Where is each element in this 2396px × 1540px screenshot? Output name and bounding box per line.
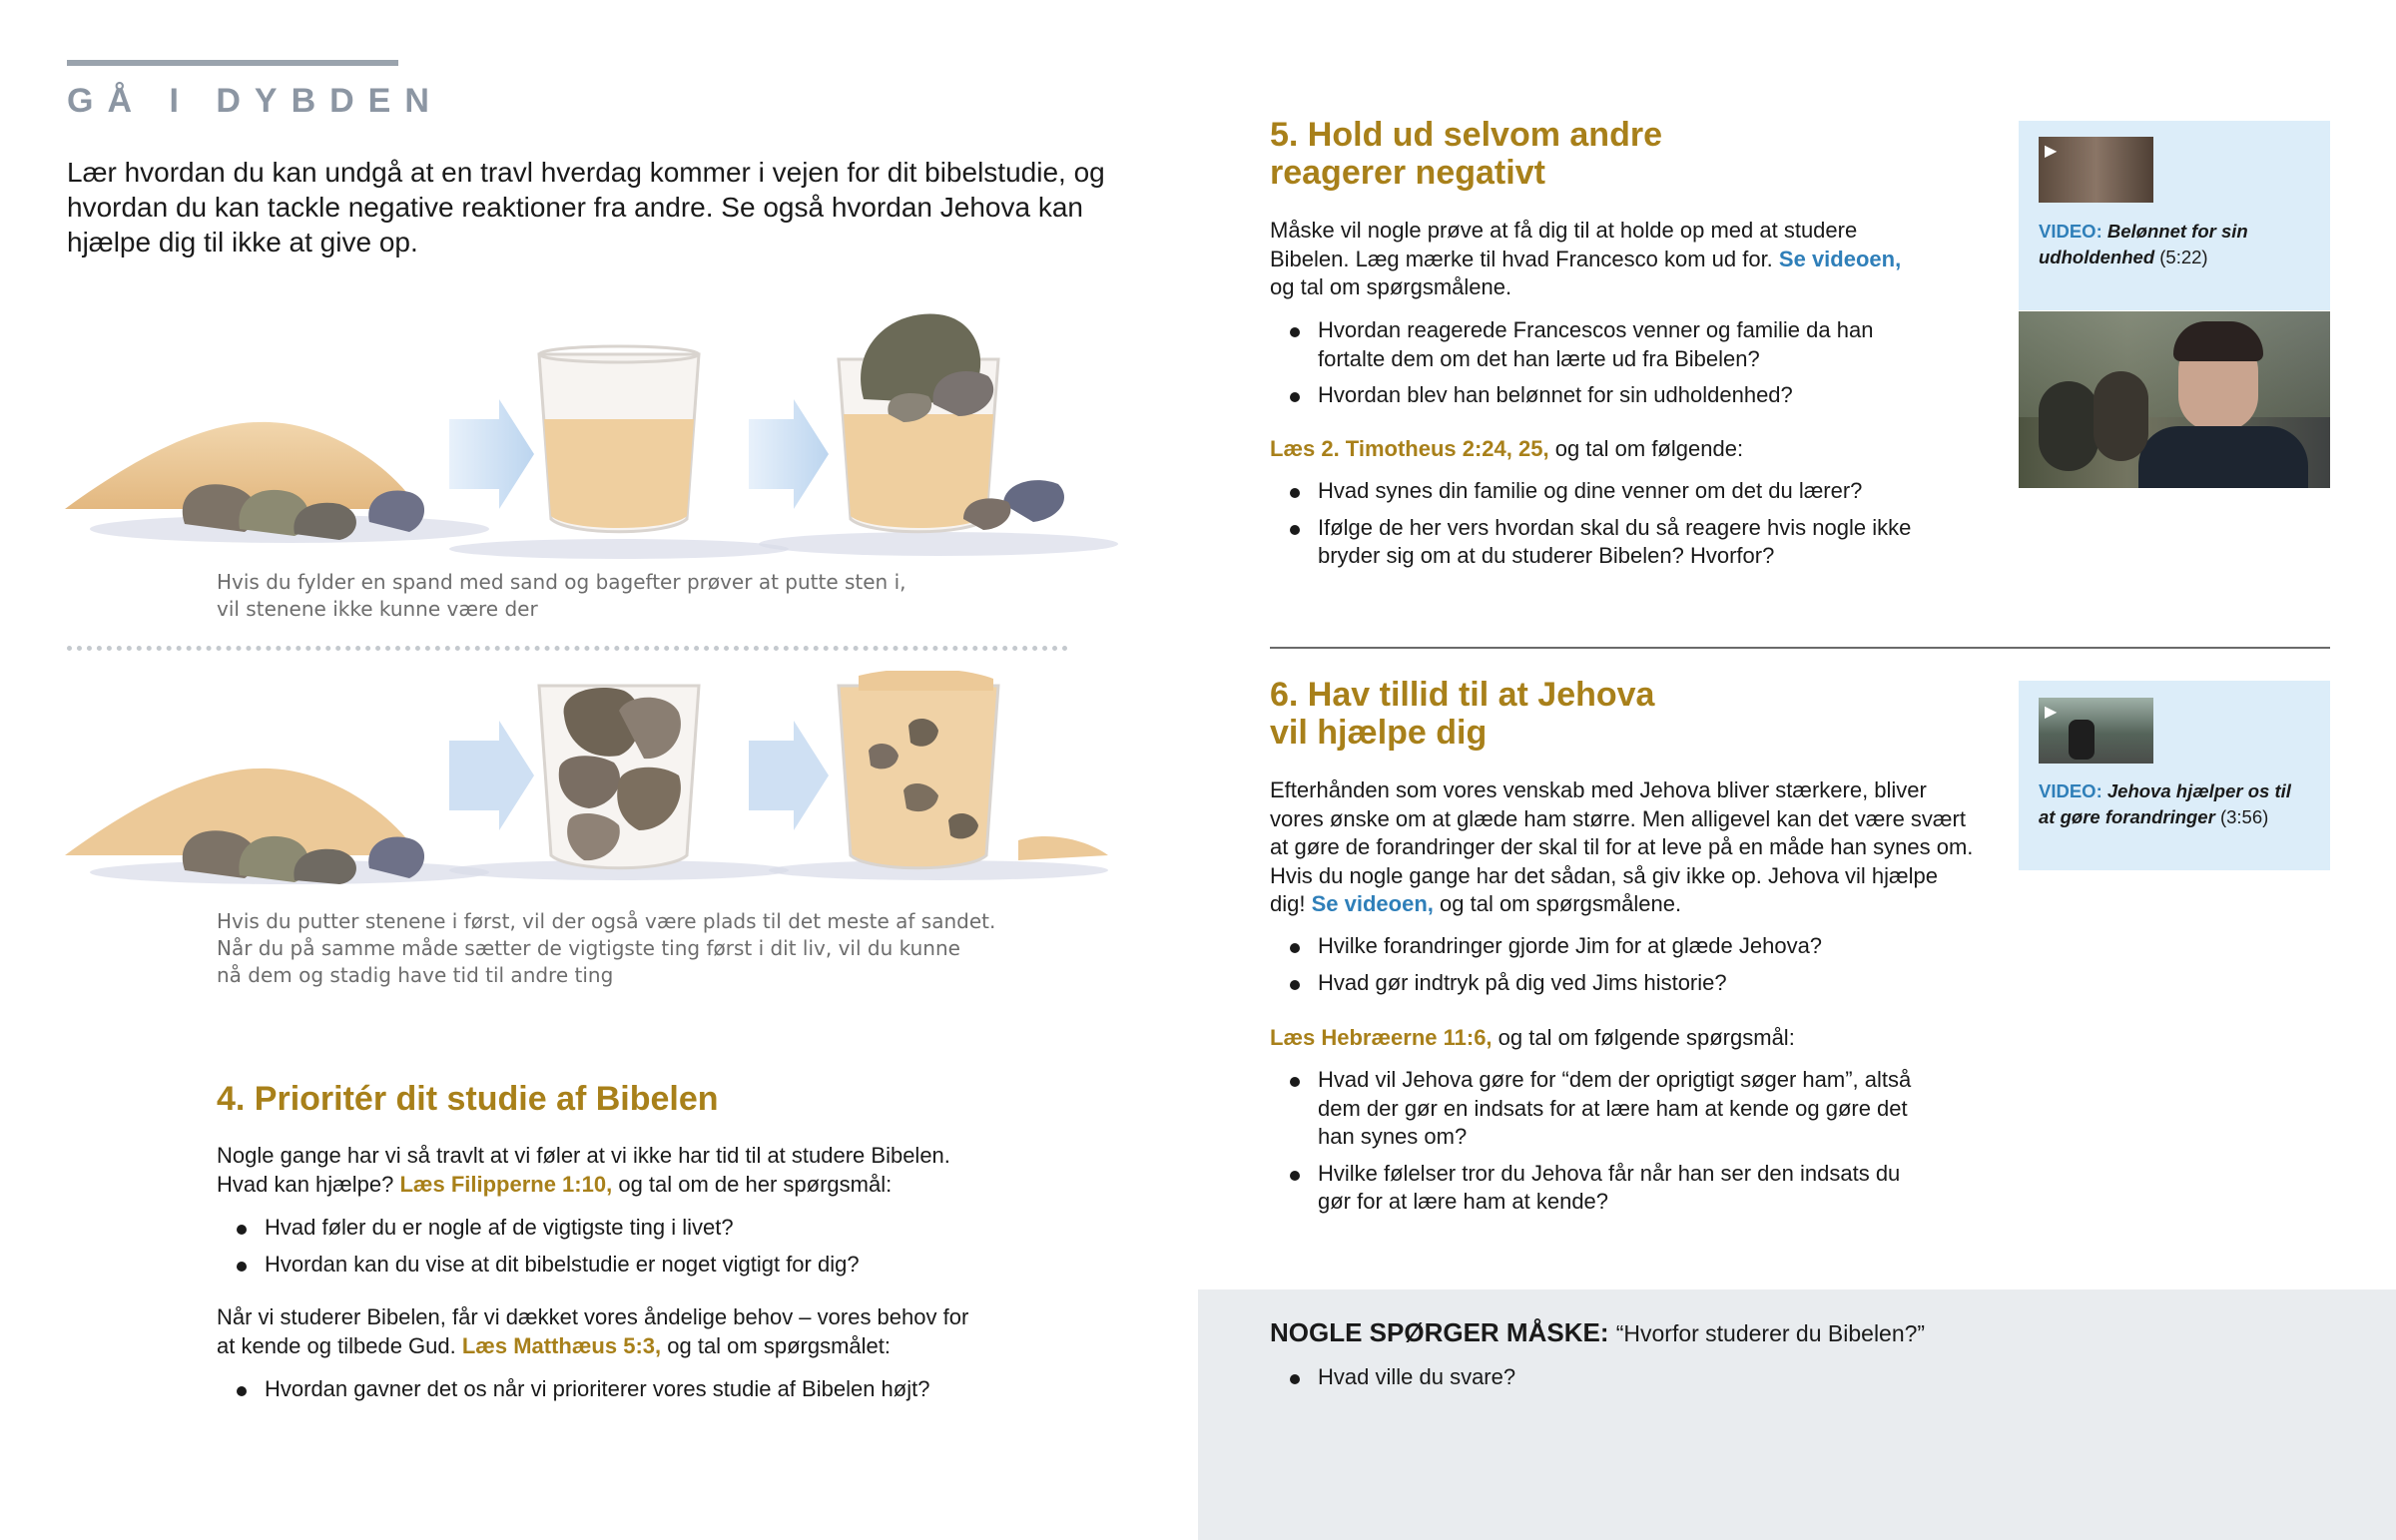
scripture-link[interactable]: Læs Filipperne 1:10, (399, 1171, 613, 1197)
intro-paragraph: Lær hvordan du kan undgå at en travl hverdag kommer i vejen for dit bibelstudie, og hvordan du kan tackle negative reaktioner fra andre. Se også hvordan Jehova kan hjælpe dig til ikke at give op. (67, 157, 1105, 257)
section-6-questions-1 (1270, 932, 1919, 1005)
video-thumbnail[interactable] (2039, 137, 2153, 203)
stones-first-illustration (60, 671, 1118, 885)
section-6-read-line (1270, 1024, 1795, 1053)
video-box-2[interactable] (2019, 681, 2330, 870)
hair-shape (2173, 321, 2263, 361)
question-item: Hvad synes din familie og dine venner om det du lærer? (1270, 477, 1919, 506)
text-span: Bibelen. Læg mærke til hvad Francesco kom ud for. (1270, 246, 1773, 271)
text-span: og tal om spørgsmålet: (667, 1332, 891, 1358)
text-line: og tal om spørgsmålene. (1270, 274, 1512, 299)
arrow-icon (749, 399, 829, 509)
video-caption (2039, 219, 2308, 270)
question-item: Hvilke følelser tror du Jehova får når han ser den indsats du gør for at lære ham at kende? (1270, 1160, 1919, 1217)
question-item: Hvordan kan du vise at dit bibelstudie er noget vigtigt for dig? (217, 1251, 1065, 1280)
play-icon: ▶ (2045, 702, 2058, 721)
video-link[interactable]: Se videoen, (1778, 246, 1902, 271)
dotted-divider (67, 646, 1068, 651)
video-label: VIDEO: (2039, 221, 2102, 242)
video-caption (2039, 778, 2308, 830)
caption-line: vil stenene ikke kunne være der (217, 597, 538, 621)
text-span: at kende og tilbede Gud. (217, 1332, 456, 1358)
section-divider (1270, 647, 2330, 649)
caption-line: Når du på samme måde sætter de vigtigste ting først i dit liv, vil du kunne (217, 936, 960, 960)
video-label: VIDEO: (2039, 780, 2102, 801)
title-line: 5. Hold ud selvom andre (1270, 116, 1662, 154)
section-4-questions-1 (217, 1214, 1065, 1286)
title-line: vil hjælpe dig (1270, 714, 1488, 752)
sand-first-illustration (60, 304, 1118, 559)
section-label: GÅ I DYBDEN (67, 82, 443, 120)
text-line: Når vi studerer Bibelen, får vi dækket vores åndelige behov – vores behov for (217, 1304, 969, 1329)
some-ask-questions (1270, 1363, 1919, 1400)
section-4-paragraph-1 (217, 1142, 1065, 1199)
text-span: og tal om de her spørgsmål: (618, 1171, 893, 1197)
video-duration: (5:22) (2159, 247, 2208, 267)
motorcycle-shape (2069, 720, 2095, 760)
question-item: Hvordan gavner det os når vi prioriterer vores studie af Bibelen højt? (217, 1375, 1115, 1404)
caption-line: nå dem og stadig have tid til andre ting (217, 963, 614, 987)
section-top-rule (67, 60, 398, 66)
section-6-questions-2 (1270, 1066, 1919, 1225)
text-line (1270, 246, 1949, 274)
title-line: reagerer negativt (1270, 154, 1545, 192)
section-5-read-line (1270, 435, 1743, 464)
scripture-link[interactable]: Læs Hebræerne 11:6, (1270, 1025, 1493, 1050)
text-span: og tal om spørgsmålene. (1440, 891, 1682, 916)
video-thumbnail[interactable] (2039, 698, 2153, 764)
question-item: Hvordan reagerede Francescos venner og familie da han fortalte dem om det han lærte ud fra Bibelen? (1270, 316, 1919, 373)
question-item: Hvad føler du er nogle af de vigtigste ting i livet? (217, 1214, 1065, 1243)
illustration-caption-1 (217, 569, 906, 623)
text-span: og tal om følgende: (1554, 436, 1744, 461)
scripture-link[interactable]: Læs Matthæus 5:3, (461, 1332, 662, 1358)
text-line (217, 1332, 1065, 1361)
person-shape (2094, 371, 2148, 461)
some-ask-label: NOGLE SPØRGER MÅSKE: (1270, 1317, 1609, 1347)
caption-line: Hvis du fylder en spand med sand og bagefter prøver at putte sten i, (217, 570, 906, 594)
question-item: Hvad gør indtryk på dig ved Jims historie? (1270, 969, 1919, 998)
title-line: 6. Hav tillid til at Jehova (1270, 676, 1655, 714)
section-4-title: 4. Prioritér dit studie af Bibelen (217, 1080, 719, 1118)
text-span: Efterhånden som vores venskab med Jehova bliver stærkere, bliver vores ønske om at glæde ham større. Men alligevel kan det være svært at gøre de forandringer der skal til for at leve på en måde han synes om. Hvis du nogle gange har det sådan, så giv ikke op. Jehova vil hjælpe dig! (1270, 777, 1974, 916)
video-link[interactable]: Se videoen, (1311, 891, 1434, 916)
text-line (217, 1171, 1065, 1200)
section-4-paragraph-2 (217, 1303, 1065, 1360)
question-item: Hvilke forandringer gjorde Jim for at glæde Jehova? (1270, 932, 1919, 961)
text-line: Nogle gange har vi så travlt at vi føler at vi ikke har tid til at studere Bibelen. (217, 1143, 950, 1168)
caption-line: Hvis du putter stenene i først, vil der også være plads til det meste af sandet. (217, 909, 996, 933)
illustration-caption-2 (217, 908, 995, 989)
some-ask-quote: “Hvorfor studerer du Bibelen?” (1615, 1320, 1926, 1346)
some-ask-heading (1270, 1317, 1925, 1348)
text-line: Måske vil nogle prøve at få dig til at holde op med at studere (1270, 218, 1858, 243)
section-5-title (1270, 116, 1662, 192)
section-5-paragraph (1270, 217, 1949, 302)
play-icon: ▶ (2045, 141, 2058, 160)
section-6-title (1270, 676, 1654, 752)
arrow-icon (449, 721, 534, 830)
section-6-paragraph (1270, 776, 1974, 919)
arrow-icon (449, 399, 534, 509)
text-span: og tal om følgende spørgsmål: (1498, 1025, 1795, 1050)
video-title: Belønnet for sin udholdenhed (2039, 221, 2248, 267)
video-duration: (3:56) (2219, 806, 2269, 827)
video-title: Jehova hjælper os til at gøre forandringer (2039, 780, 2291, 827)
section-4-questions-2 (217, 1375, 1115, 1412)
question-item: Hvad ville du svare? (1270, 1363, 1919, 1392)
section-5-questions-1 (1270, 316, 1919, 418)
arrow-icon (749, 721, 829, 830)
text-span: Hvad kan hjælpe? (217, 1171, 394, 1197)
question-item: Hvordan blev han belønnet for sin udholdenhed? (1270, 381, 1919, 410)
jacket-shape (2138, 426, 2308, 488)
video-box-1[interactable] (2019, 121, 2330, 310)
question-item: Ifølge de her vers hvordan skal du så reagere hvis nogle ikke bryder sig om at du studerer Bibelen? Hvorfor? (1270, 514, 1919, 571)
scripture-link[interactable]: Læs 2. Timotheus 2:24, 25, (1270, 436, 1549, 461)
person-shape (2039, 381, 2098, 471)
francesco-photo (2019, 311, 2330, 488)
section-5-questions-2 (1270, 477, 1919, 579)
question-item: Hvad vil Jehova gøre for “dem der oprigtigt søger ham”, altså dem der gør en indsats for at lære ham at kende og gøre det han synes om? (1270, 1066, 1919, 1152)
